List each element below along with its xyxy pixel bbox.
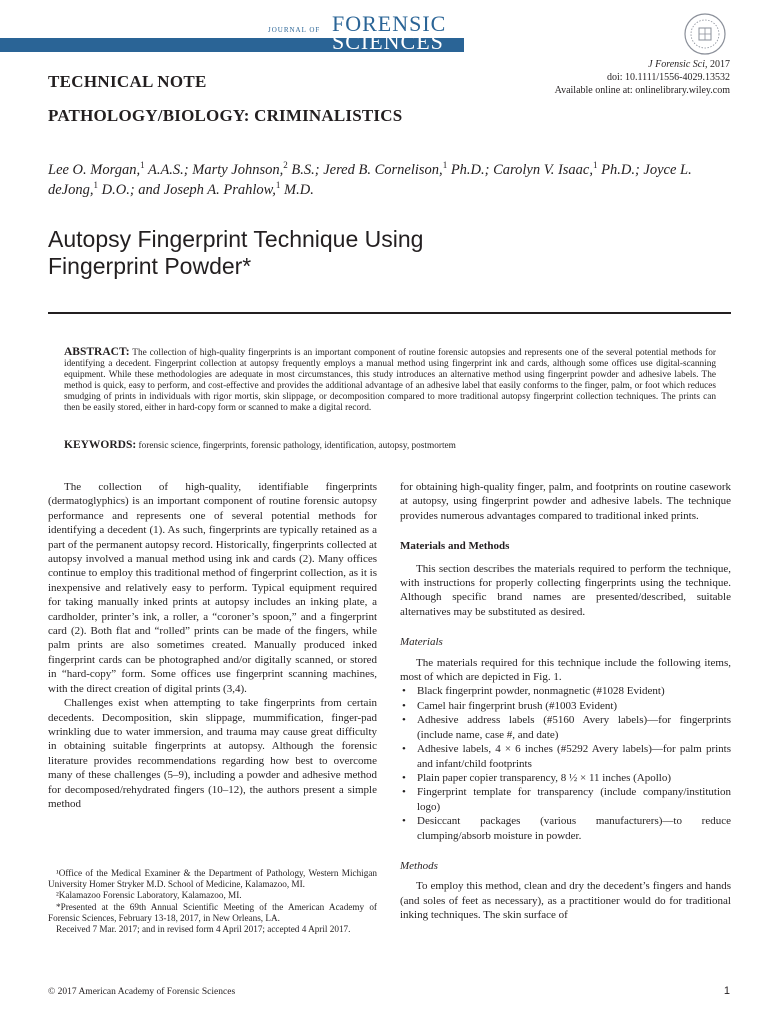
- heading-materials-and-methods: Materials and Methods: [400, 540, 510, 553]
- author-degree: Ph.D.;: [447, 162, 494, 178]
- author-name: Carolyn V. Isaac,: [493, 162, 593, 178]
- citation-journal: J Forensic Sci: [648, 59, 705, 70]
- body-paragraph: The collection of high-quality, identifiable fingerprints (dermatoglyphics) is an important component of routine forensic autopsy performance and represents one of several potential methods for identifying a decedent (1). As such, fingerprints are typically retained as a part of the permanent autopsy record. Historically, fingerprints collected at autopsy involved a manual method using ink and cards (2). Many offices continue to employ this traditional method of fingerprint collection, as it is inexpensive and relatively easy to perform. Typical equipment required for taking manually inked prints at autopsy includes an inking plate, a cardholder, printer’s ink, a roller, a “coroner’s spoon,” and a fingerprint card (2). Both flat and “rolled” prints can be made of the fingers, while palm prints are also sometimes created. Manually produced inked fingerprint cards can be photographed and/or digitally scanned, or stored in “hard-copy” form. Some offices use fingerprint scanning machines, with the direct creation of digital prints (3,4).: [48, 481, 377, 695]
- author-name: Lee O. Morgan,: [48, 162, 141, 178]
- list-item: • Black fingerprint powder, nonmagnetic (#1028 Evident): [400, 684, 731, 698]
- citation-year: , 2017: [705, 59, 730, 70]
- doi-link[interactable]: doi: 10.1111/1556-4029.13532: [606, 72, 730, 83]
- article-title-line: Fingerprint Powder*: [48, 253, 252, 279]
- footnote: ¹Office of the Medical Examiner & the Department of Pathology, Western Michigan University Homer Stryker M.D. School of Medicine, Kalamazoo, MI.: [48, 868, 377, 890]
- author-affiliation-sup: 1: [442, 160, 448, 171]
- footnotes: [48, 868, 377, 935]
- article-section: PATHOLOGY/BIOLOGY: CRIMINALISTICS: [48, 106, 403, 125]
- keywords-text: forensic science, fingerprints, forensic pathology, identification, autopsy, postmortem: [136, 441, 456, 451]
- list-item: • Adhesive address labels (#5160 Avery labels)—for fingerprints (include name, case #, and date): [400, 713, 731, 742]
- footnote: Received 7 Mar. 2017; and in revised form 4 April 2017; accepted 4 April 2017.: [56, 924, 351, 935]
- journal-of-label: JOURNAL OF: [268, 26, 321, 34]
- author-affiliation-sup: 1: [140, 160, 145, 171]
- keywords-label: KEYWORDS:: [64, 439, 137, 451]
- list-item: • Fingerprint template for transparency (include company/institution logo): [400, 785, 731, 814]
- subheading-methods: Methods: [400, 859, 438, 872]
- abstract: [64, 347, 716, 415]
- abstract-label: ABSTRACT:: [64, 346, 130, 358]
- author-name: Jered B. Cornelison,: [323, 162, 443, 178]
- article-type: TECHNICAL NOTE: [48, 72, 207, 91]
- title-divider: [48, 312, 731, 314]
- author-name: Joyce L. deJong,: [48, 162, 692, 198]
- materials-list: [400, 684, 731, 842]
- author-affiliation-sup: 1: [593, 160, 598, 171]
- author-degree: A.A.S.;: [144, 162, 193, 178]
- list-item: • Camel hair fingerprint brush (#1003 Evident): [400, 699, 731, 713]
- page-number: 1: [723, 985, 730, 997]
- footnote: ²Kalamazoo Forensic Laboratory, Kalamazoo, MI.: [56, 890, 242, 901]
- body-column-left: [48, 480, 377, 811]
- body-paragraph: This section describes the materials required to perform the technique, with instructions for properly collecting fingerprints using the technique. Although specific brand names are presented/described, suitable alternatives may be substituted as desired.: [400, 562, 731, 618]
- author-name: and Joseph A. Prahlow,: [138, 182, 276, 198]
- body-paragraph: Challenges exist when attempting to take fingerprints from certain decedents. Decomposition, skin slippage, mummification, finger-pad wrinkling due to water immersion, and trauma may cause great difficulty in obtaining suitable fingerprints at autopsy. Although the forensic literature provides recommendations regarding how best to overcome many of these challenges (5–9), including a powder and adhesive method for decomposed/rehydrated fingers (10–12), the authors present a simple method: [48, 697, 377, 810]
- list-item: • Plain paper copier transparency, 8 ½ × 11 inches (Apollo): [400, 771, 731, 785]
- body-paragraph: The materials required for this technique include the following items, most of which are depicted in Fig. 1.: [400, 656, 731, 684]
- body-paragraph: for obtaining high-quality finger, palm, and footprints on routine casework at autopsy, using fingerprint powder and adhesive labels. The technique provides numerous advantages compared to traditional inked prints.: [400, 481, 731, 522]
- author-affiliation-sup: 1: [93, 180, 98, 191]
- journal-logo-sciences: SCIENCES: [332, 29, 444, 54]
- citation-block: [555, 58, 730, 97]
- author-degree: M.D.: [280, 182, 314, 198]
- subheading-materials: Materials: [400, 636, 443, 649]
- copyright: © 2017 American Academy of Forensic Sciences: [48, 987, 236, 997]
- journal-logo-forensic: FORENSIC: [332, 11, 447, 36]
- author-degree: Ph.D.;: [597, 162, 644, 178]
- author-list: [48, 160, 738, 200]
- author-name: Marty Johnson,: [192, 162, 284, 178]
- author-degree: D.O.;: [98, 182, 139, 198]
- author-affiliation-sup: 2: [283, 160, 288, 171]
- author-affiliation-sup: 1: [275, 180, 281, 191]
- body-paragraph: To employ this method, clean and dry the decedent’s fingers and hands (and soles of feet as necessary), as a practitioner would do for traditional inking techniques. The skin surface of: [400, 880, 731, 922]
- article-title: [48, 226, 648, 280]
- keywords: [64, 439, 716, 451]
- aafs-seal-icon: [683, 12, 727, 56]
- footnote: *Presented at the 69th Annual Scientific Meeting of the American Academy of Forensic Sciences, February 13-18, 2017, in New Orleans, LA.: [48, 901, 377, 923]
- list-item: • Adhesive labels, 4 × 6 inches (#5292 Avery labels)—for palm prints and infant/child footprints: [400, 742, 731, 771]
- abstract-text: The collection of high-quality fingerprints is an important component of routine forensic autopsies and represents one of the several potential methods for identifying a decedent. Fingerprint collection at autopsy frequently employs a manual method using fingerprint ink and cards, although some offices use digital-scanning equipment. While these methodologies are adequate in most circumstances, this study introduces an alternative method using fingerprint powder and adhesive labels. The method is quick, easy to perform, and cost-effective and provides the additional advantage of an adhesive label that easily conforms to the finger, palm, or foot which reduces smudging of prints in individuals with rigor mortis, skin slippage, or decomposition compared to more traditional autopsy fingerprint collection techniques. The prints can then be easily stored, either in hard-copy form or scanned to make a digital record.: [64, 348, 716, 414]
- body-column-right: [400, 480, 731, 923]
- list-item: • Desiccant packages (various manufacturers)—to reduce clumping/absorb moisture in powder.: [400, 814, 731, 843]
- article-title-line: Autopsy Fingerprint Technique Using: [48, 226, 424, 252]
- available-online[interactable]: Available online at: onlinelibrary.wiley.com: [554, 85, 730, 96]
- author-degree: B.S.;: [287, 162, 324, 178]
